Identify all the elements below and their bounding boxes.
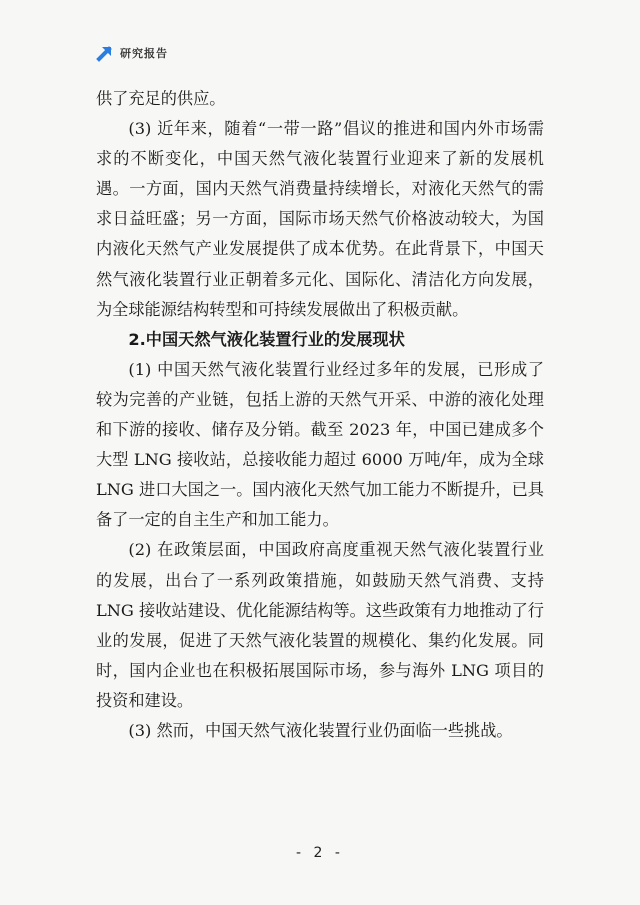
header-title: 研究报告 <box>120 47 168 60</box>
paragraph-industry-chain: (1) 中国天然气液化装置行业经过多年的发展，已形成了较为完善的产业链，包括上游的天然气开采、中游的液化处理和下游的接收、储存及分销。截至 2023 年，中国已建成多个大型 LNG 接收站，总接收能力超过 6000 万吨/年，成为全球 LNG 进口大国之一。国内液化天然气加工能力不断提升，已具备了一定的自主生产和加工能力。 <box>96 359 544 530</box>
paragraph-policy: (2) 在政策层面，中国政府高度重视天然气液化装置行业的发展，出台了一系列政策措施，如鼓励天然气消费、支持 LNG 接收站建设、优化能源结构等。这些政策有力地推动了行业的发展，促进了天然气液化装置的规模化、集约化发展。同时，国内企业也在积极拓展国际市场，参与海外 LNG 项目的投资和建设。 <box>96 540 544 710</box>
paragraph-continuation: 供了充足的供应。 <box>96 89 226 108</box>
arrow-up-right-icon <box>96 44 114 62</box>
report-header <box>96 44 168 62</box>
section-heading: 2.中国天然气液化装置行业的发展现状 <box>128 329 405 349</box>
page-number: - 2 - <box>296 845 344 861</box>
document-body <box>96 84 544 746</box>
paragraph-challenges: (3) 然而，中国天然气液化装置行业仍面临一些挑战。 <box>128 720 513 740</box>
paragraph-opportunities: (3) 近年来，随着“一带一路”倡议的推进和国内外市场需求的不断变化，中国天然气液化装置行业迎来了新的发展机遇。一方面，国内天然气消费量持续增长，对液化天然气的需求日益旺盛；另一方面，国际市场天然气价格波动较大，为国内液化天然气产业发展提供了成本优势。在此背景下，中国天然气液化装置行业正朝着多元化、国际化、清洁化方向发展，为全球能源结构转型和可持续发展做出了积极贡献。 <box>96 119 544 319</box>
